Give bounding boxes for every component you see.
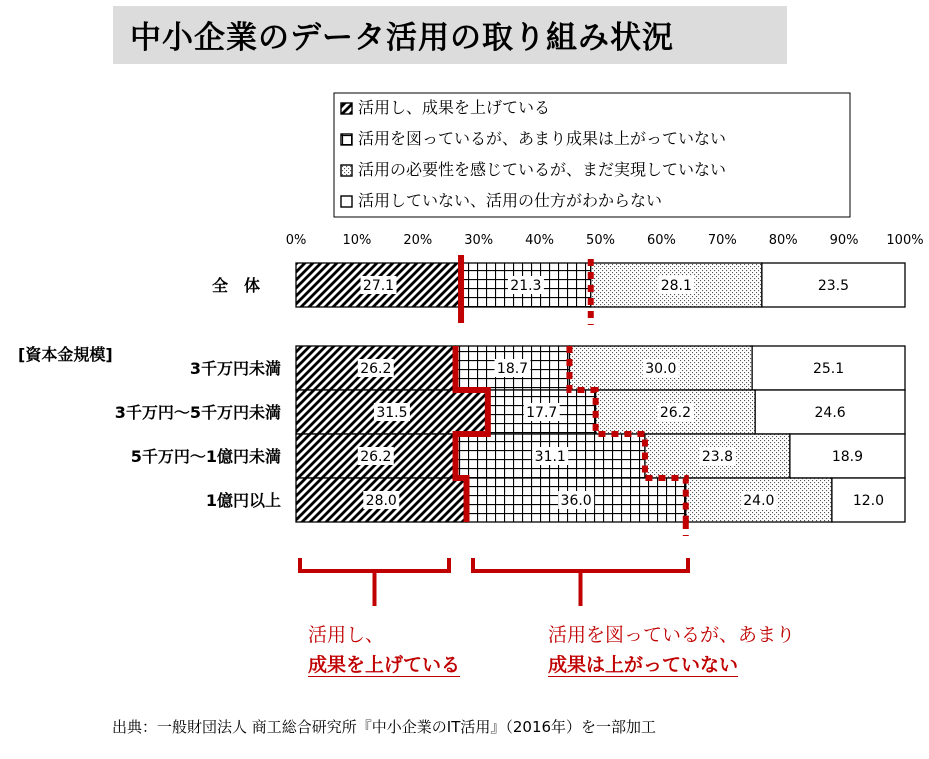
brace-right [473,558,688,571]
data-label: 36.0 [560,493,592,509]
data-label: 31.5 [376,405,408,421]
data-label: 21.3 [510,278,542,294]
data-label: 26.2 [360,361,392,377]
data-label: 30.0 [645,361,677,377]
callout-left-line1: 活用し、 [308,624,385,646]
data-label: 18.7 [496,361,529,377]
source-note: 出典：一般財団法人 商工総合研究所『中小企業のIT活用』（2016年）を一部加工 [112,718,657,736]
data-label: 31.1 [534,449,566,465]
group-label: [資本金規模] [18,345,113,364]
legend-swatch-1 [341,103,352,114]
category-labels [115,276,281,510]
data-label: 23.8 [701,449,734,465]
legend-swatch-4 [341,196,352,207]
x-tick-label: 80% [768,233,798,248]
data-label: 27.1 [362,278,395,294]
x-tick-label: 70% [707,233,737,248]
x-tick-label: 90% [829,233,859,248]
data-label: 25.1 [812,361,845,377]
legend-label-1: 活用し、成果を上げている [358,98,551,117]
legend-label-3: 活用の必要性を感じているが、まだ実現していない [358,160,727,179]
data-label: 24.6 [814,405,846,421]
callout-right-line2: 成果は上がっていない [548,654,739,676]
category-label: 3千万円未満 [189,359,281,378]
data-label: 18.9 [831,449,864,465]
data-label: 28.0 [365,493,397,509]
x-tick-label: 50% [586,233,615,248]
data-label: 24.0 [743,493,775,509]
legend-label-2: 活用を図っているが、あまり成果は上がっていない [358,129,727,148]
x-tick-label: 40% [525,233,555,248]
data-label: 12.0 [852,493,885,509]
data-label: 23.5 [817,278,850,294]
callout-right [548,620,795,680]
data-label: 26.2 [360,449,392,465]
legend-label-4: 活用していない、活用の仕方がわからない [358,191,663,210]
chart-title: 中小企業のデータ活用の取り組み状況 [130,20,674,56]
bars [296,263,905,522]
callout-right-line1: 活用を図っているが、あまり [548,624,796,646]
category-label: 5千万円～1億円未満 [130,447,281,466]
x-axis-ticks [286,233,924,248]
x-tick-label: 10% [342,233,372,248]
callout-left-line2: 成果を上げている [308,654,461,676]
data-label: 26.2 [659,405,691,421]
x-tick-label: 20% [403,233,433,248]
brace-left [300,558,449,571]
legend-swatch-2 [341,134,352,145]
data-label: 28.1 [660,278,692,294]
x-tick-label: 100% [886,233,924,248]
x-tick-label: 0% [285,233,307,248]
category-label: 全 体 [211,276,261,295]
category-label: 1億円以上 [205,491,281,510]
x-tick-label: 60% [646,233,676,248]
category-label: 3千万円～5千万円未満 [114,403,281,422]
x-tick-label: 30% [464,233,494,248]
legend-swatch-3 [341,165,352,176]
callout-left [308,620,460,680]
data-label: 17.7 [526,405,558,421]
